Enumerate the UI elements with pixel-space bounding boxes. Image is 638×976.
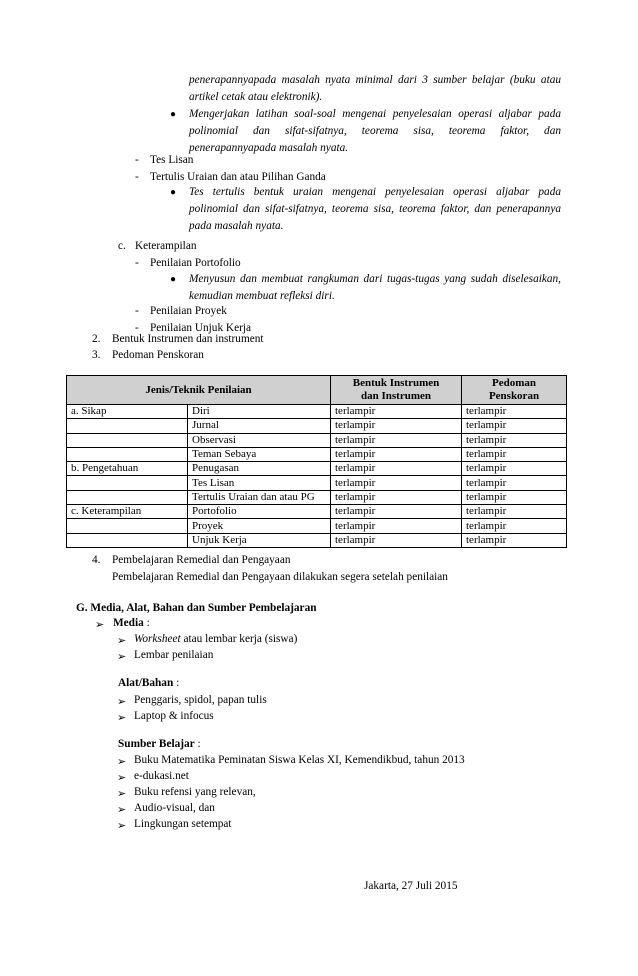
alat-item: Laptop & infocus <box>134 710 214 722</box>
table-cell-pedoman: terlampir <box>462 490 567 504</box>
table-cell-sub: Jurnal <box>188 419 331 433</box>
media-item <box>134 631 297 648</box>
arrow-bullet-icon: ➢ <box>117 651 127 663</box>
bullet-icon: ● <box>170 187 177 198</box>
table-row <box>67 519 567 533</box>
table-cell-category: b. Pengetahuan <box>67 462 188 476</box>
table-cell-bentuk: terlampir <box>331 433 462 447</box>
table-cell-category <box>67 419 188 433</box>
unjuk-kerja-item: Penilaian Unjuk Kerja <box>150 322 252 334</box>
paragraph-line: pada masalah nyata. <box>189 220 284 232</box>
table-cell-sub: Diri <box>188 405 331 419</box>
table-cell-category <box>67 533 188 547</box>
list-marker: 3. <box>92 349 101 361</box>
pedoman-penskoran-item: Pedoman Penskoran <box>112 349 204 361</box>
table-cell-pedoman: terlampir <box>462 533 567 547</box>
arrow-bullet-icon: ➢ <box>117 804 127 816</box>
table-cell-bentuk: terlampir <box>331 447 462 461</box>
table-cell-category <box>67 476 188 490</box>
paragraph-line: Menyusun dan membuat rangkuman dari tugas-tugas yang sudah diselesaikan, <box>189 273 561 285</box>
table-cell-sub: Penugasan <box>188 462 331 476</box>
table-cell-pedoman: terlampir <box>462 476 567 490</box>
header-jenis: Jenis/Teknik Penilaian <box>67 376 331 405</box>
table-row <box>67 433 567 447</box>
alat-label-row <box>118 675 179 692</box>
table-cell-sub: Proyek <box>188 519 331 533</box>
table-cell-pedoman: terlampir <box>462 433 567 447</box>
table-cell-pedoman: terlampir <box>462 447 567 461</box>
section-g-heading: G. Media, Alat, Bahan dan Sumber Pembelajaran <box>76 602 317 614</box>
table-cell-sub: Tertulis Uraian dan atau PG <box>188 490 331 504</box>
arrow-bullet-icon: ➢ <box>117 820 127 832</box>
paragraph-line: kemudian membuat refleksi diri. <box>189 290 335 302</box>
arrow-bullet-icon: ➢ <box>117 635 127 647</box>
table-cell-category <box>67 433 188 447</box>
header-bentuk <box>331 376 462 405</box>
header-pedoman <box>462 376 567 405</box>
table-cell-pedoman: terlampir <box>462 462 567 476</box>
table-row <box>67 490 567 504</box>
sumber-item: Buku Matematika Peminatan Siswa Kelas XI, Kemendikbud, tahun 2013 <box>134 754 465 766</box>
table-cell-category: c. Keterampilan <box>67 505 188 519</box>
table-cell-bentuk: terlampir <box>331 533 462 547</box>
sumber-label-row <box>118 736 201 753</box>
table-row <box>67 405 567 419</box>
tertulis-item: Tertulis Uraian dan atau Pilihan Ganda <box>150 171 326 183</box>
table-cell-bentuk: terlampir <box>331 476 462 490</box>
table-cell-bentuk: terlampir <box>331 462 462 476</box>
table-row <box>67 505 567 519</box>
table-cell-bentuk: terlampir <box>331 490 462 504</box>
dash-marker: - <box>135 171 139 183</box>
dash-marker: - <box>135 257 139 269</box>
table-cell-pedoman: terlampir <box>462 519 567 533</box>
header-pedoman-line2: Penskoran <box>488 390 540 402</box>
table-cell-category: a. Sikap <box>67 405 188 419</box>
bentuk-instrumen-item: Bentuk Instrumen dan instrument <box>112 333 264 345</box>
bullet-icon: ● <box>170 274 177 285</box>
media-item-italic: Worksheet <box>134 633 181 645</box>
portofolio-item: Penilaian Portofolio <box>150 257 241 269</box>
list-marker: 4. <box>92 554 101 566</box>
table-cell-category <box>67 490 188 504</box>
paragraph-line: Tes tertulis bentuk uraian mengenai penyelesaian operasi aljabar pada <box>189 186 561 198</box>
remedial-title: Pembelajaran Remedial dan Pengayaan <box>112 554 291 566</box>
sumber-item: Lingkungan setempat <box>134 818 232 830</box>
media-colon: : <box>143 617 150 629</box>
header-bentuk-line2: dan Instrumen <box>361 390 431 402</box>
paragraph-line: polinomial dan sifat-sifatnya, teorema sisa, teorema faktor, dan <box>189 125 561 137</box>
tes-lisan-item: Tes Lisan <box>150 154 194 166</box>
table-cell-bentuk: terlampir <box>331 519 462 533</box>
dash-marker: - <box>135 322 139 334</box>
table-cell-sub: Tes Lisan <box>188 476 331 490</box>
sumber-colon: : <box>194 738 201 750</box>
sumber-item: Buku refensi yang relevan, <box>134 786 256 798</box>
alat-label: Alat/Bahan <box>118 677 174 689</box>
bullet-icon: ● <box>170 109 177 120</box>
remedial-text: Pembelajaran Remedial dan Pengayaan dilakukan segera setelah penilaian <box>112 571 448 583</box>
proyek-item: Penilaian Proyek <box>150 305 227 317</box>
header-bentuk-line1: Bentuk Instrumen <box>352 377 440 389</box>
arrow-bullet-icon: ➢ <box>117 788 127 800</box>
table-cell-bentuk: terlampir <box>331 405 462 419</box>
list-marker: 2. <box>92 333 101 345</box>
table-row <box>67 533 567 547</box>
sumber-item: e-dukasi.net <box>134 770 189 782</box>
alat-colon: : <box>173 677 180 689</box>
arrow-bullet-icon: ➢ <box>117 712 127 724</box>
table-cell-category <box>67 519 188 533</box>
alat-item: Penggaris, spidol, papan tulis <box>134 694 267 706</box>
header-pedoman-line1: Pedoman <box>492 377 536 389</box>
table-cell-category <box>67 447 188 461</box>
sumber-label: Sumber Belajar <box>118 738 195 750</box>
keterampilan-heading: Keterampilan <box>135 240 197 252</box>
media-item-rest: atau lembar kerja (siswa) <box>180 633 298 645</box>
paragraph-line: artikel cetak atau elektronik). <box>189 91 323 103</box>
assessment-table <box>66 375 567 548</box>
table-cell-bentuk: terlampir <box>331 419 462 433</box>
paragraph-line: Mengerjakan latihan soal-soal mengenai penyelesaian operasi aljabar pada <box>189 108 561 120</box>
table-cell-sub: Unjuk Kerja <box>188 533 331 547</box>
table-row <box>67 419 567 433</box>
table-cell-bentuk: terlampir <box>331 505 462 519</box>
table-row <box>67 476 567 490</box>
dash-marker: - <box>135 154 139 166</box>
arrow-bullet-icon: ➢ <box>117 772 127 784</box>
arrow-bullet-icon: ➢ <box>117 696 127 708</box>
paragraph-line: penerapannyapada masalah nyata minimal dari 3 sumber belajar (buku atau <box>189 74 561 86</box>
paragraph-line: polinomial dan sifat-sifatnya, teorema sisa, teorema faktor, dan penerapannya <box>189 203 561 215</box>
arrow-bullet-icon: ➢ <box>95 619 105 631</box>
paragraph-line: penerapannyapada masalah nyata. <box>189 142 349 154</box>
media-item: Lembar penilaian <box>134 649 214 661</box>
table-row <box>67 447 567 461</box>
media-label-row <box>113 615 150 632</box>
list-marker: c. <box>118 240 126 252</box>
arrow-bullet-icon: ➢ <box>117 756 127 768</box>
table-cell-pedoman: terlampir <box>462 405 567 419</box>
table-cell-sub: Portofolio <box>188 505 331 519</box>
table-cell-pedoman: terlampir <box>462 419 567 433</box>
table-header-row <box>67 376 567 405</box>
media-label: Media <box>113 617 144 629</box>
sumber-item: Audio-visual, dan <box>134 802 215 814</box>
signature-date: Jakarta, 27 Juli 2015 <box>364 880 458 892</box>
dash-marker: - <box>135 305 139 317</box>
table-cell-pedoman: terlampir <box>462 505 567 519</box>
table-cell-sub: Teman Sebaya <box>188 447 331 461</box>
table-row <box>67 462 567 476</box>
table-cell-sub: Observasi <box>188 433 331 447</box>
